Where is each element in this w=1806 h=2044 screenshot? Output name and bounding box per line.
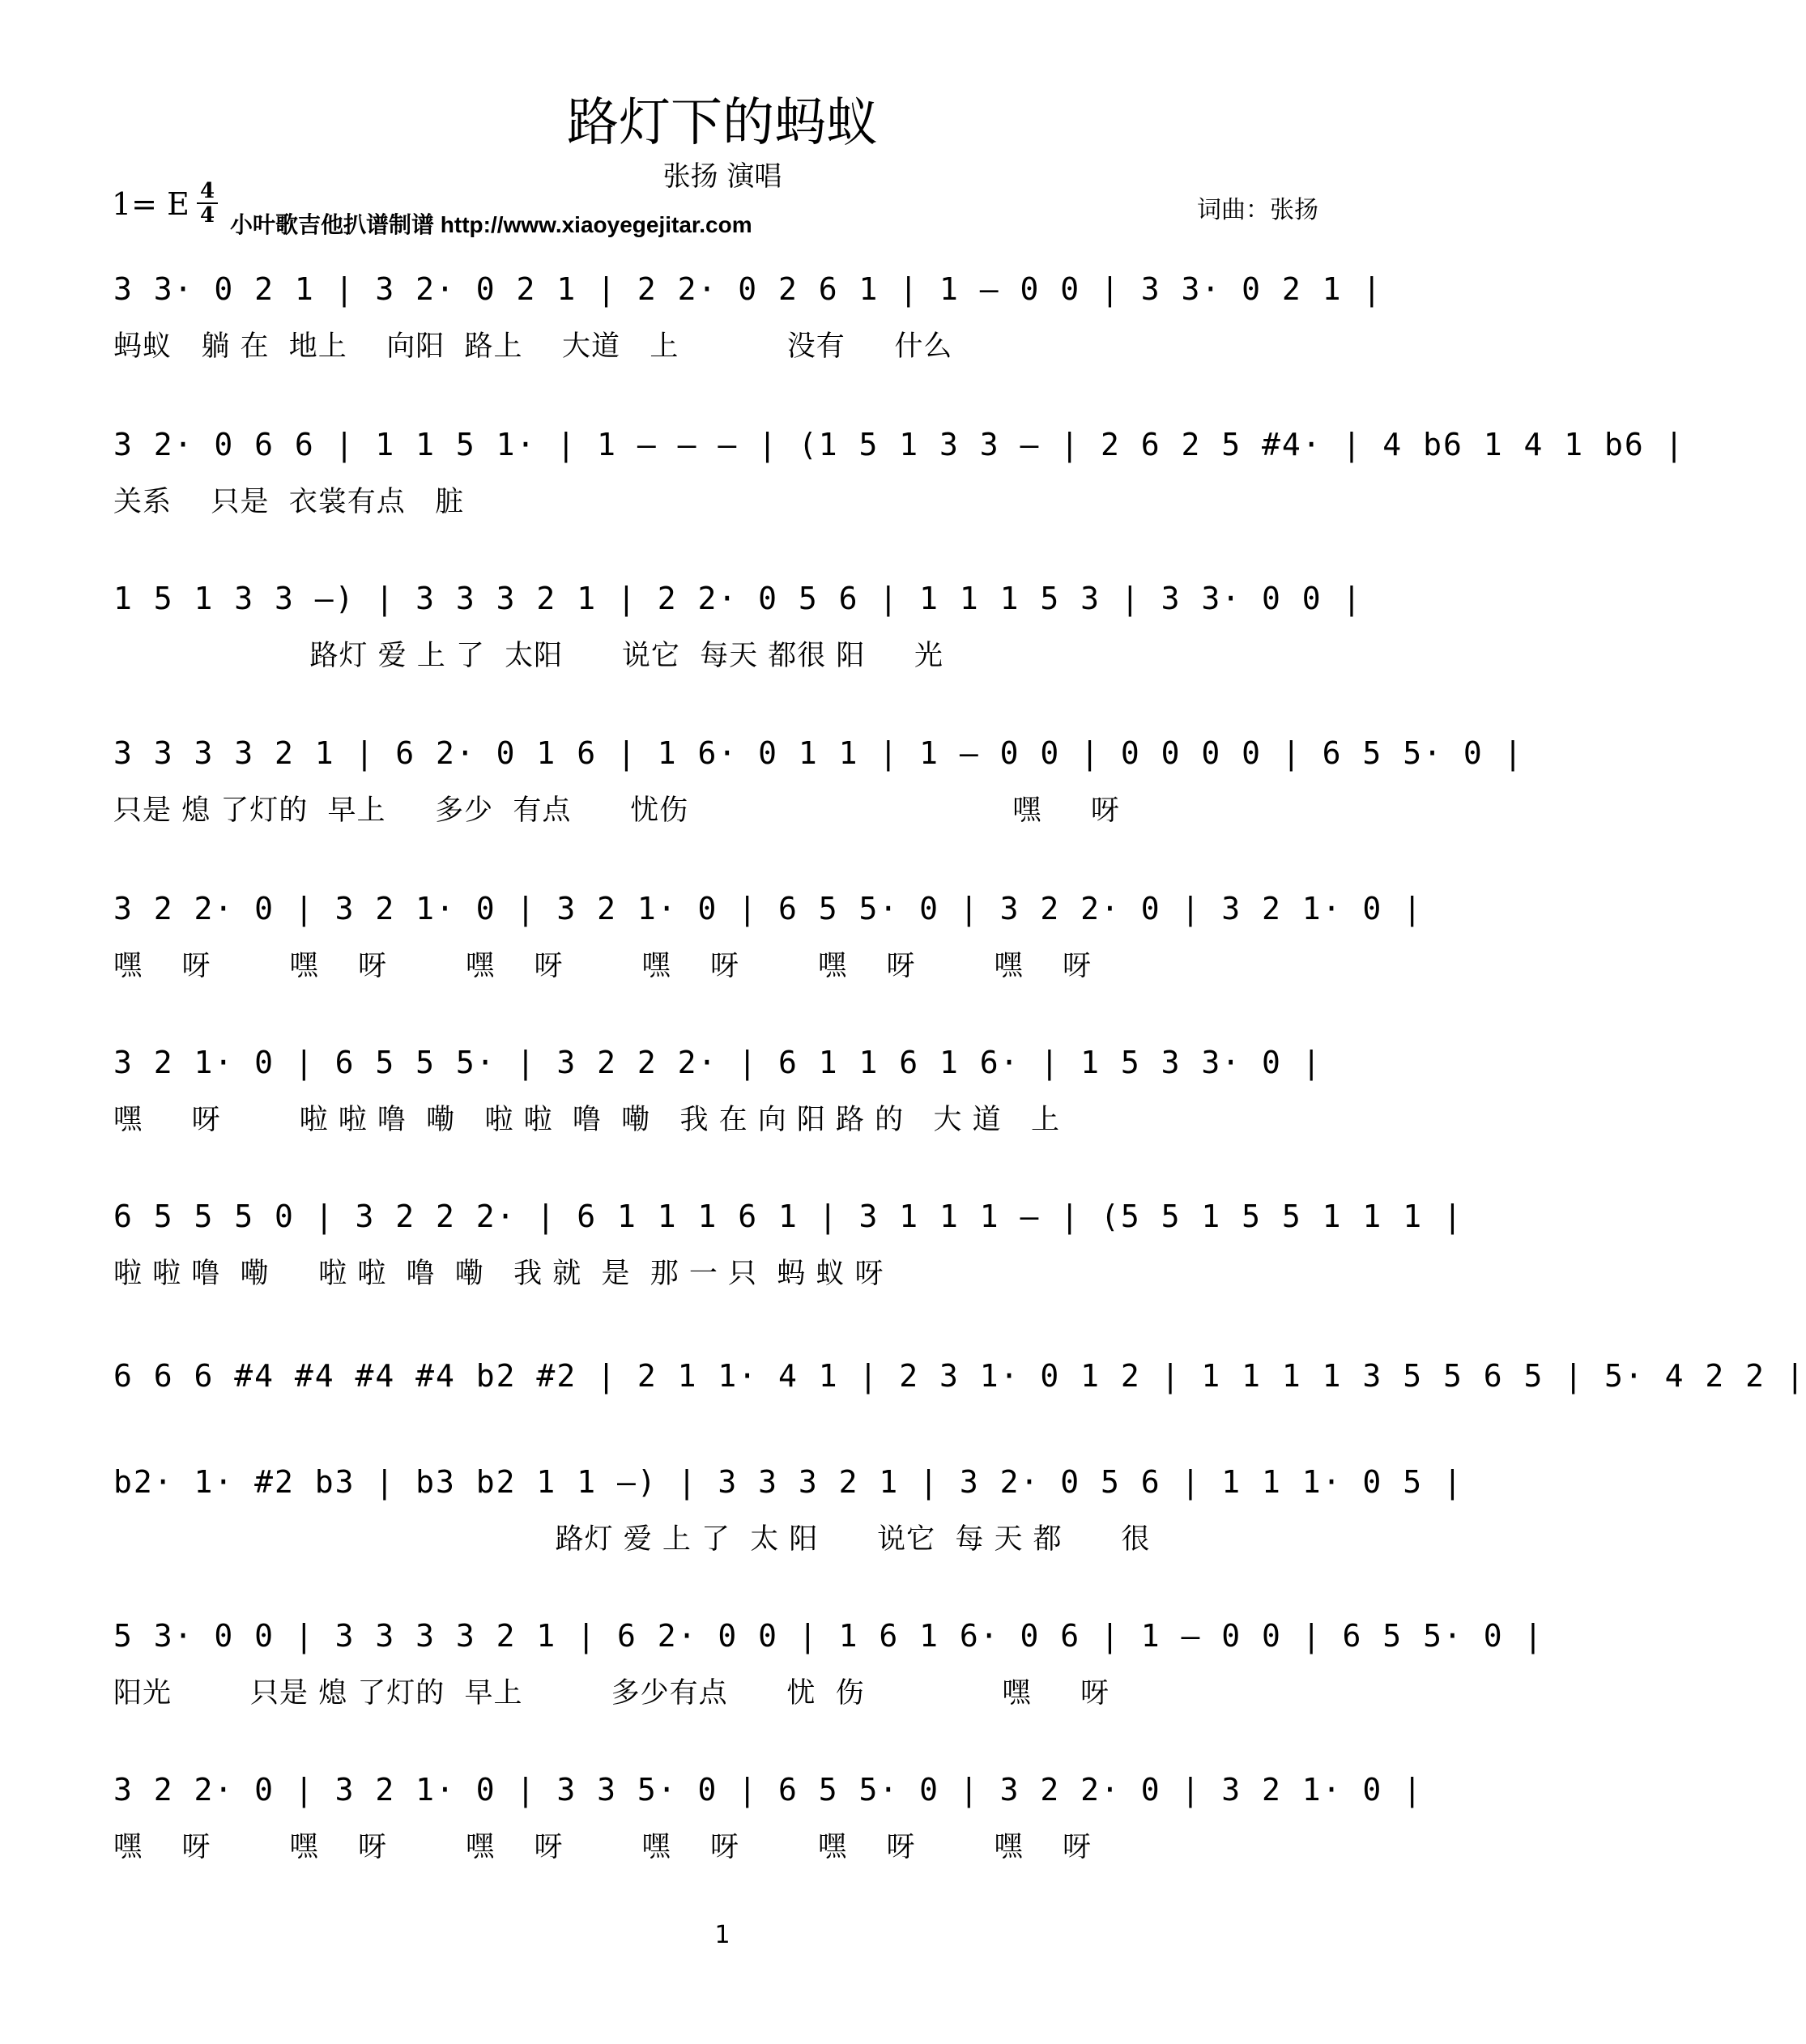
time-signature [197, 180, 218, 227]
time-signature-top: 4 [197, 180, 218, 204]
time-signature-bottom: 4 [199, 203, 215, 228]
song-title: 路灯下的蚂蚁 [567, 93, 878, 153]
lyric-line: 阳光 只是 熄 了灯的 早上 多少有点 忧 伤 嘿 呀 [113, 1677, 1110, 1710]
lyric-line: 关系 只是 衣裳有点 脏 [113, 486, 465, 518]
lyric-line: 嘿 呀 嘿 呀 嘿 呀 嘿 呀 嘿 呀 嘿 呀 [113, 1831, 1093, 1863]
notation-line: 3 2 2· 0 | 3 2 1· 0 | 3 2 1· 0 | 6 5 5· 0 | 3 2 2· 0 | 3 2 1· 0 | [113, 891, 1424, 926]
notation-line: 3 2· 0 6 6 | 1 1 5 1· | 1 — — — | (1 5 1 3 3 — | 2 6 2 5 #4· | 4 b6 1 4 1 b6 | [113, 427, 1685, 462]
notation-line: 3 3· 0 2 1 | 3 2· 0 2 1 | 2 2· 0 2 6 1 | 1 — 0 0 | 3 3· 0 2 1 | [113, 271, 1383, 307]
notation-line: 5 3· 0 0 | 3 3 3 3 2 1 | 6 2· 0 0 | 1 6 1 6· 0 6 | 1 — 0 0 | 6 5 5· 0 | [113, 1618, 1544, 1654]
lyric-line: 啦 啦 噜 嘞 啦 啦 噜 嘞 我 就 是 那 一 只 蚂 蚁 呀 [113, 1258, 884, 1290]
singer-credit: 张扬 演唱 [662, 160, 782, 193]
notation-line: 3 3 3 3 2 1 | 6 2· 0 1 6 | 1 6· 0 1 1 | 1 — 0 0 | 0 0 0 0 | 6 5 5· 0 | [113, 735, 1524, 771]
page-number: 1 [714, 1921, 730, 1949]
lyric-line: 嘿 呀 嘿 呀 嘿 呀 嘿 呀 嘿 呀 嘿 呀 [113, 950, 1093, 982]
notation-line: 6 6 6 #4 #4 #4 #4 b2 #2 | 2 1 1· 4 1 | 2 3 1· 0 1 2 | 1 1 1 1 3 5 5 6 5 | 5· 4 2 2 | [113, 1358, 1806, 1394]
key-signature: 1= E [112, 186, 190, 222]
lyric-line: 只是 熄 了灯的 早上 多少 有点 忧伤 嘿 呀 [113, 794, 1120, 827]
notation-line: 1 5 1 3 3 —) | 3 3 3 2 1 | 2 2· 0 5 6 | 1 1 1 5 3 | 3 3· 0 0 | [113, 581, 1363, 616]
lyric-line: 蚂蚁 躺 在 地上 向阳 路上 大道 上 没有 什么 [113, 330, 953, 363]
lyric-line: 路灯 爱 上 了 太 阳 说它 每 天 都 很 [113, 1523, 1151, 1556]
notation-line: 6 5 5 5 0 | 3 2 2 2· | 6 1 1 1 6 1 | 3 1 1 1 — | (5 5 1 5 5 1 1 1 | [113, 1199, 1463, 1234]
lyric-line: 路灯 爱 上 了 太阳 说它 每天 都很 阳 光 [113, 640, 944, 672]
notation-line: 3 2 1· 0 | 6 5 5 5· | 3 2 2 2· | 6 1 1 6 1 6· | 1 5 3 3· 0 | [113, 1045, 1323, 1080]
notation-line: 3 2 2· 0 | 3 2 1· 0 | 3 3 5· 0 | 6 5 5· 0 | 3 2 2· 0 | 3 2 1· 0 | [113, 1772, 1424, 1808]
lyrics-composer-credit: 词曲：张扬 [1197, 196, 1318, 224]
lyric-line: 嘿 呀 啦 啦 噜 嘞 啦 啦 噜 嘞 我 在 向 阳 路 的 大 道 上 [113, 1104, 1061, 1136]
transcriber-credit: 小叶歌吉他扒谱制谱 http://www.xiaoyegejitar.com [230, 212, 752, 237]
notation-line: b2· 1· #2 b3 | b3 b2 1 1 —) | 3 3 3 2 1 | 3 2· 0 5 6 | 1 1 1· 0 5 | [113, 1464, 1463, 1500]
